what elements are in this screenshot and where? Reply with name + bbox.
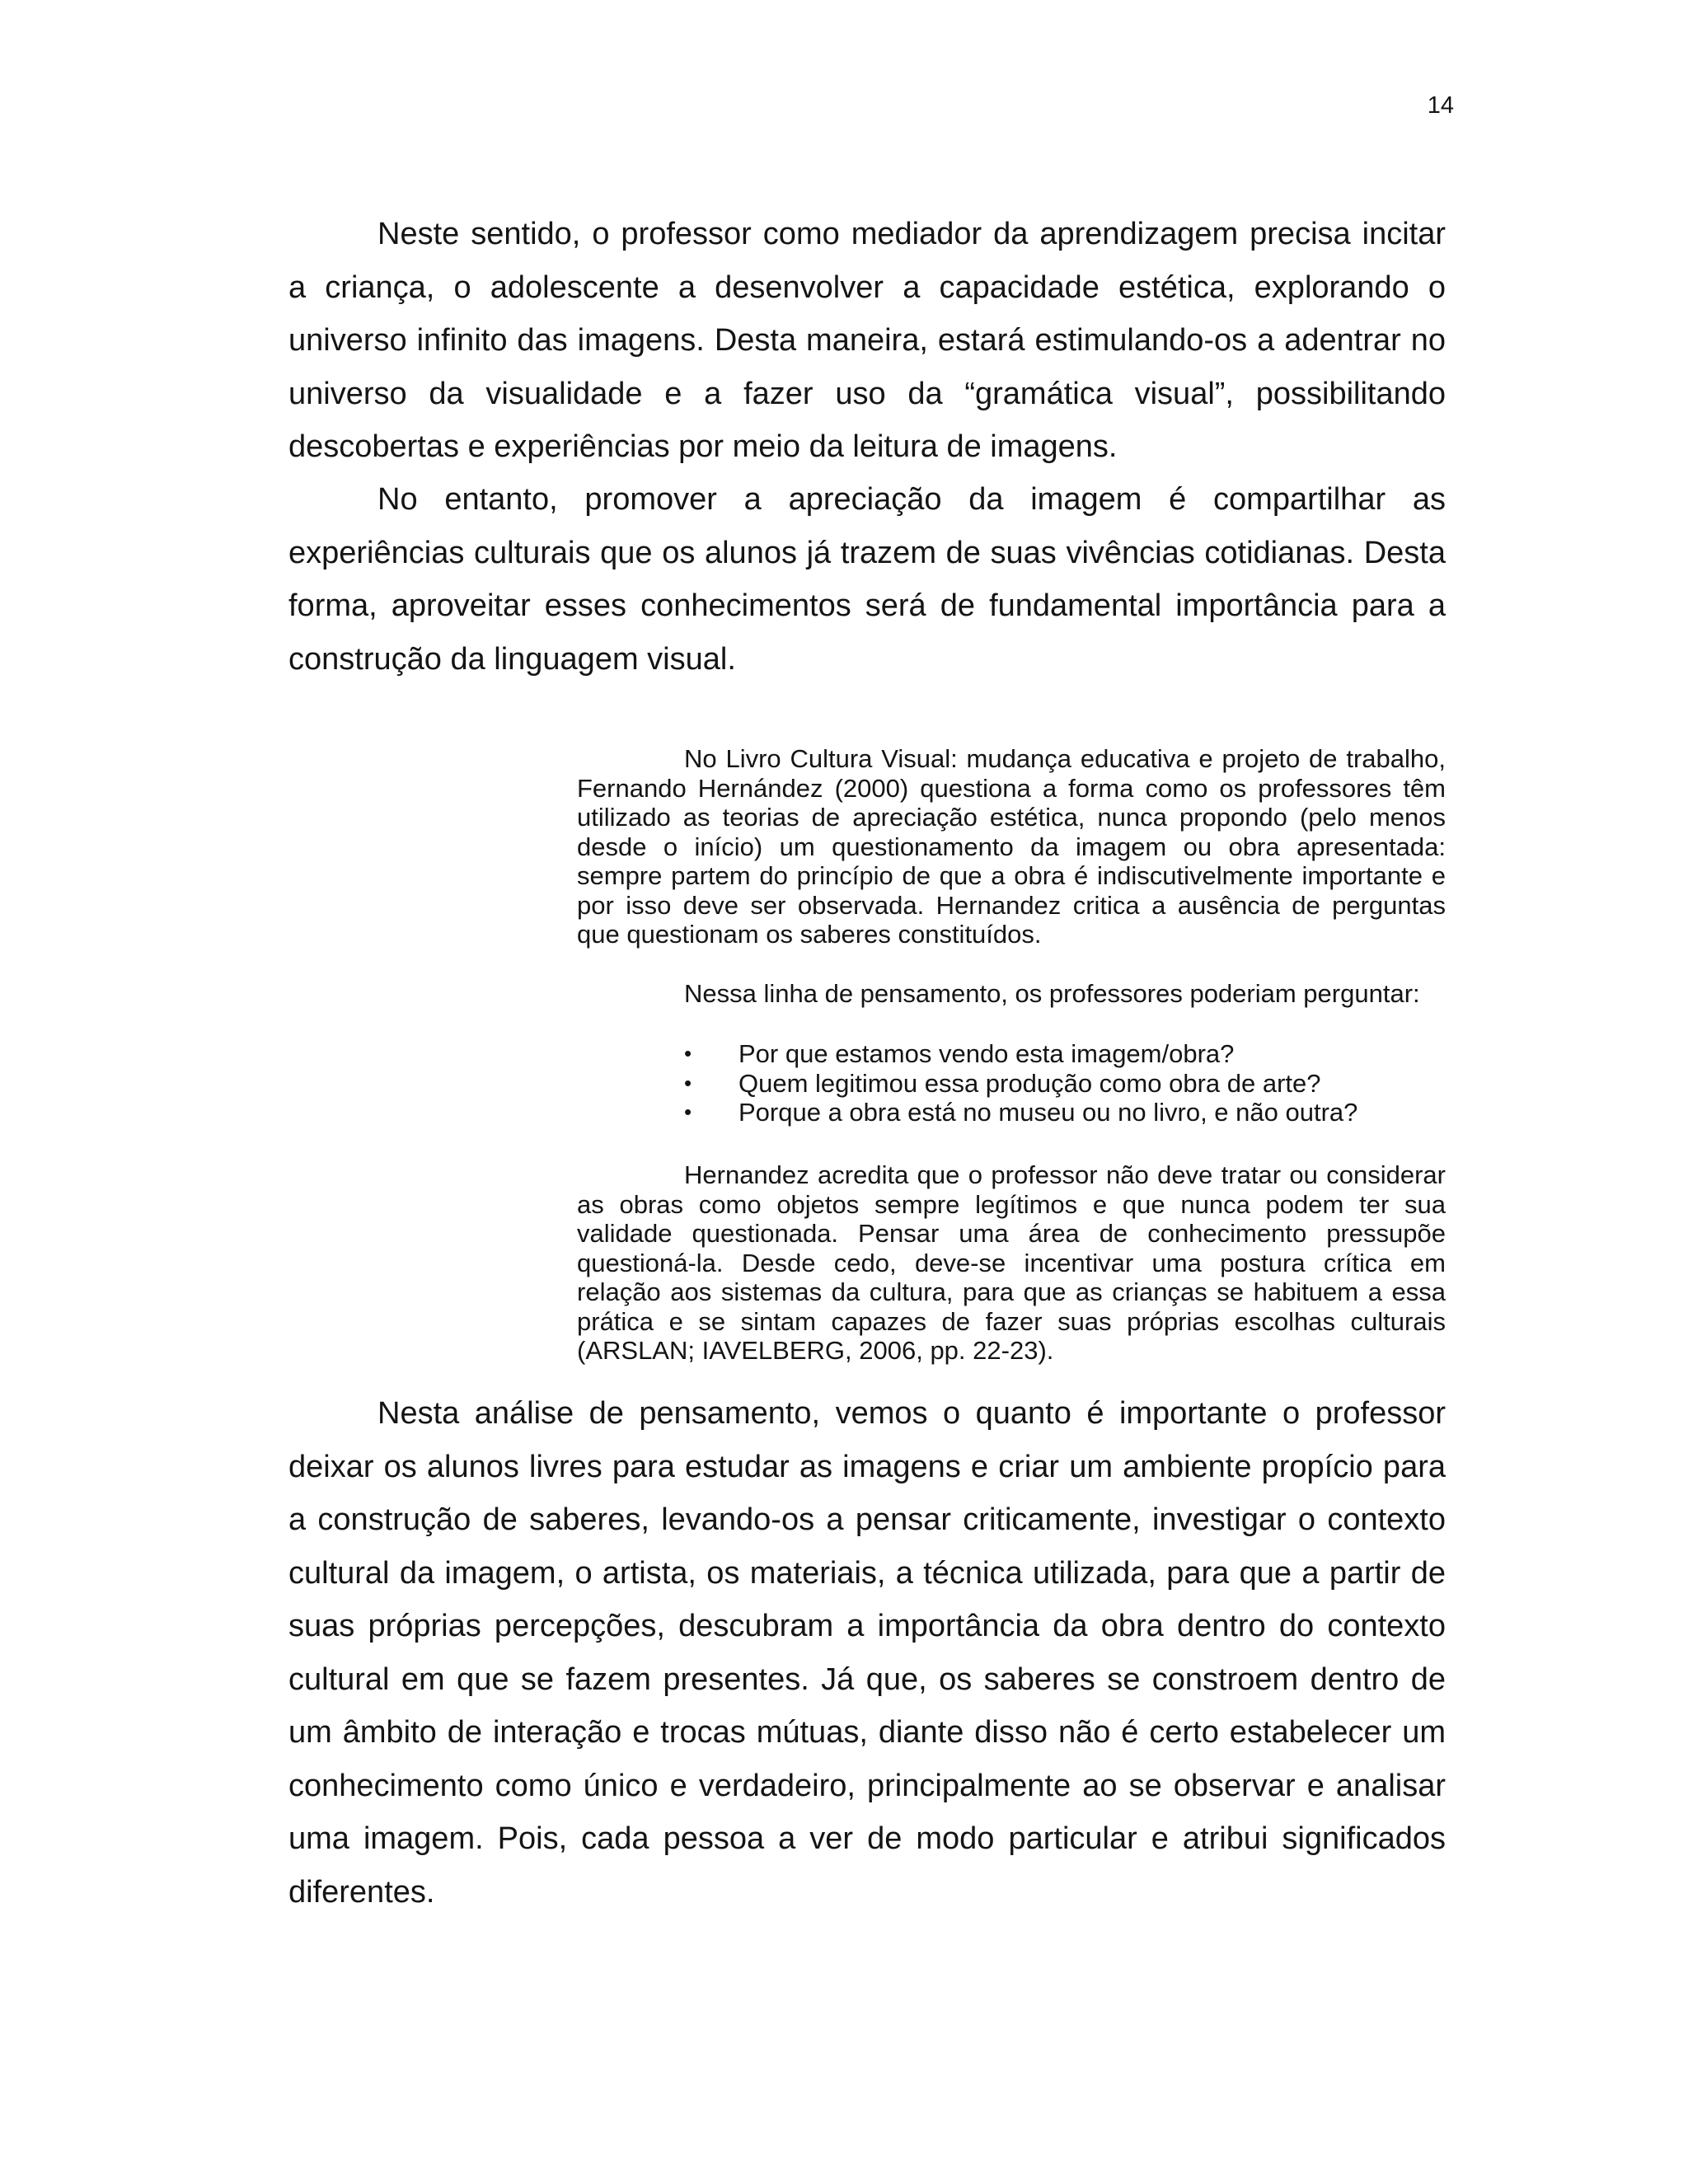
block-quote-paragraph-2 [577,1160,1446,1366]
block-quote-intro [684,979,1446,1009]
list-item [684,1039,1446,1069]
bullet-icon: • [684,1099,692,1124]
body-paragraph-3: Nesta análise de pensamento, vemos o quanto é importante o professor deixar os alunos livres para estudar as imagens e criar um ambiente propício para a construção de saberes, levando-os a pensar criticamente, investigar o contexto cultural da imagem, o artista, os materiais, a técnica utilizada, para que a partir de suas próprias percepções, descubram a importância da obra dentro do contexto cultural em que se fazem presentes. Já que, os saberes se constroem dentro de um âmbito de interação e trocas mútuas, diante disso não é certo estabelecer um conhecimento como único e verdadeiro, principalmente ao se observar e analisar uma imagem. Pois, cada pessoa a ver de modo particular e atribui significados diferentes. [288,1396,1446,1910]
question-text: Porque a obra está no museu ou no livro, e não outra? [738,1098,1358,1127]
block-quote-intro-text: Nessa linha de pensamento, os professores poderiam perguntar: [684,979,1420,1008]
list-item [684,1098,1446,1127]
bullet-icon: • [684,1041,692,1066]
body-paragraph-1: Neste sentido, o professor como mediador da aprendizagem precisa incitar a criança, o adolescente a desenvolver a capacidade estética, explorando o universo infinito das imagens. Desta maneira, estará estimulando-os a adentrar no universo da visualidade e a fazer uso da “gramática visual”, possibilitando descobertas e experiências por meio da leitura de imagens. [288,217,1446,464]
body-paragraph-2: No entanto, promover a apreciação da imagem é compartilhar as experiências culturais que os alunos já trazem de suas vivências cotidianas. Desta forma, aproveitar esses conhecimentos será de fundamental importância para a construção da linguagem visual. [288,482,1446,677]
block-quote-text-2: Hernandez acredita que o professor não deve tratar ou considerar as obras como objetos sempre legítimos e que nunca podem ter sua validade questionada. Pensar uma área de conhecimento pressupõe questioná-la. Desde cedo, deve-se incentivar uma postura crítica em relação aos sistemas da cultura, para que as crianças se habituem a essa prática e se sintam capazes de fazer suas próprias escolhas culturais (ARSLAN; IAVELBERG, 2006, pp. 22-23). [577,1160,1446,1365]
block-quote-paragraph-1 [577,744,1446,949]
page-number: 14 [1427,92,1454,119]
list-item [684,1069,1446,1099]
question-text: Por que estamos vendo esta imagem/obra? [738,1039,1235,1068]
block-quote-text-1: No Livro Cultura Visual: mudança educativa e projeto de trabalho, Fernando Hernández (2000) questiona a forma como os professores têm utilizado as teorias de apreciação estética, nunca propondo (pelo menos desde o início) um questionamento da imagem ou obra apresentada: sempre partem do princípio de que a obra é indiscutivelmente importante e por isso deve ser observada. Hernandez critica a ausência de perguntas que questionam os saberes constituídos. [577,744,1446,949]
question-list [684,1039,1446,1127]
bullet-icon: • [684,1070,692,1095]
question-text: Quem legitimou essa produção como obra de arte? [738,1068,1321,1098]
